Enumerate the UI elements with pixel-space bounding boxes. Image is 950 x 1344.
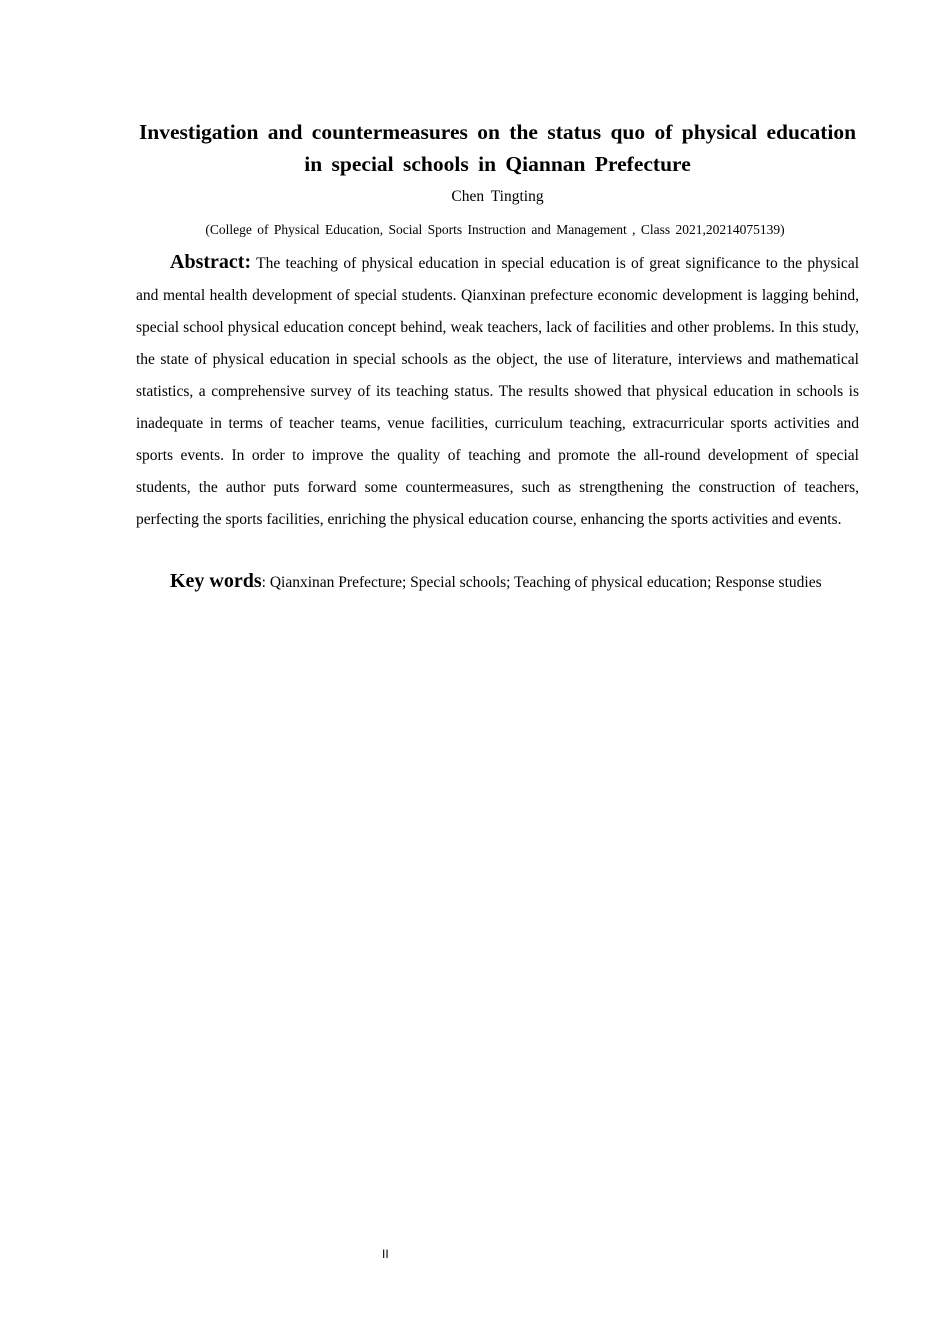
abstract-label: Abstract — [170, 251, 245, 273]
keywords-label: Key words — [170, 570, 262, 592]
page-number: II — [382, 1247, 389, 1261]
abstract-colon: : — [244, 251, 252, 273]
paper-title: Investigation and countermeasures on the status quo of physical education in special schools in Qiannan Prefecture — [138, 120, 857, 176]
keywords-text: Qianxinan Prefecture; Special schools; Teaching of physical education; Response studies — [265, 574, 822, 591]
author-affiliation: (College of Physical Education, Social Sports Instruction and Management , Class 2021,20214075139) — [205, 222, 785, 237]
keywords — [136, 565, 859, 599]
keywords-colon: : — [261, 574, 266, 591]
abstract-text: The teaching of physical education in special education is of great significance to the physical and mental health development of special students. Qianxinan prefecture economic development is lagging behind, special school physical education concept behind, weak teachers, lack of facilities and other problems. In this study, the state of physical education in special schools as the object, the use of literature, interviews and mathematical statistics, a comprehensive survey of its teaching status. The results showed that physical education in schools is inadequate in terms of teacher teams, venue facilities, curriculum teaching, extracurricular sports activities and sports events. In order to improve the quality of teaching and promote the all-round development of special students, the author puts forward some countermeasures, such as strengthening the construction of teachers, perfecting the sports facilities, enriching the physical education course, enhancing the sports activities and events. — [136, 255, 859, 528]
abstract — [136, 246, 859, 536]
author-name: Chen Tingting — [451, 188, 544, 205]
